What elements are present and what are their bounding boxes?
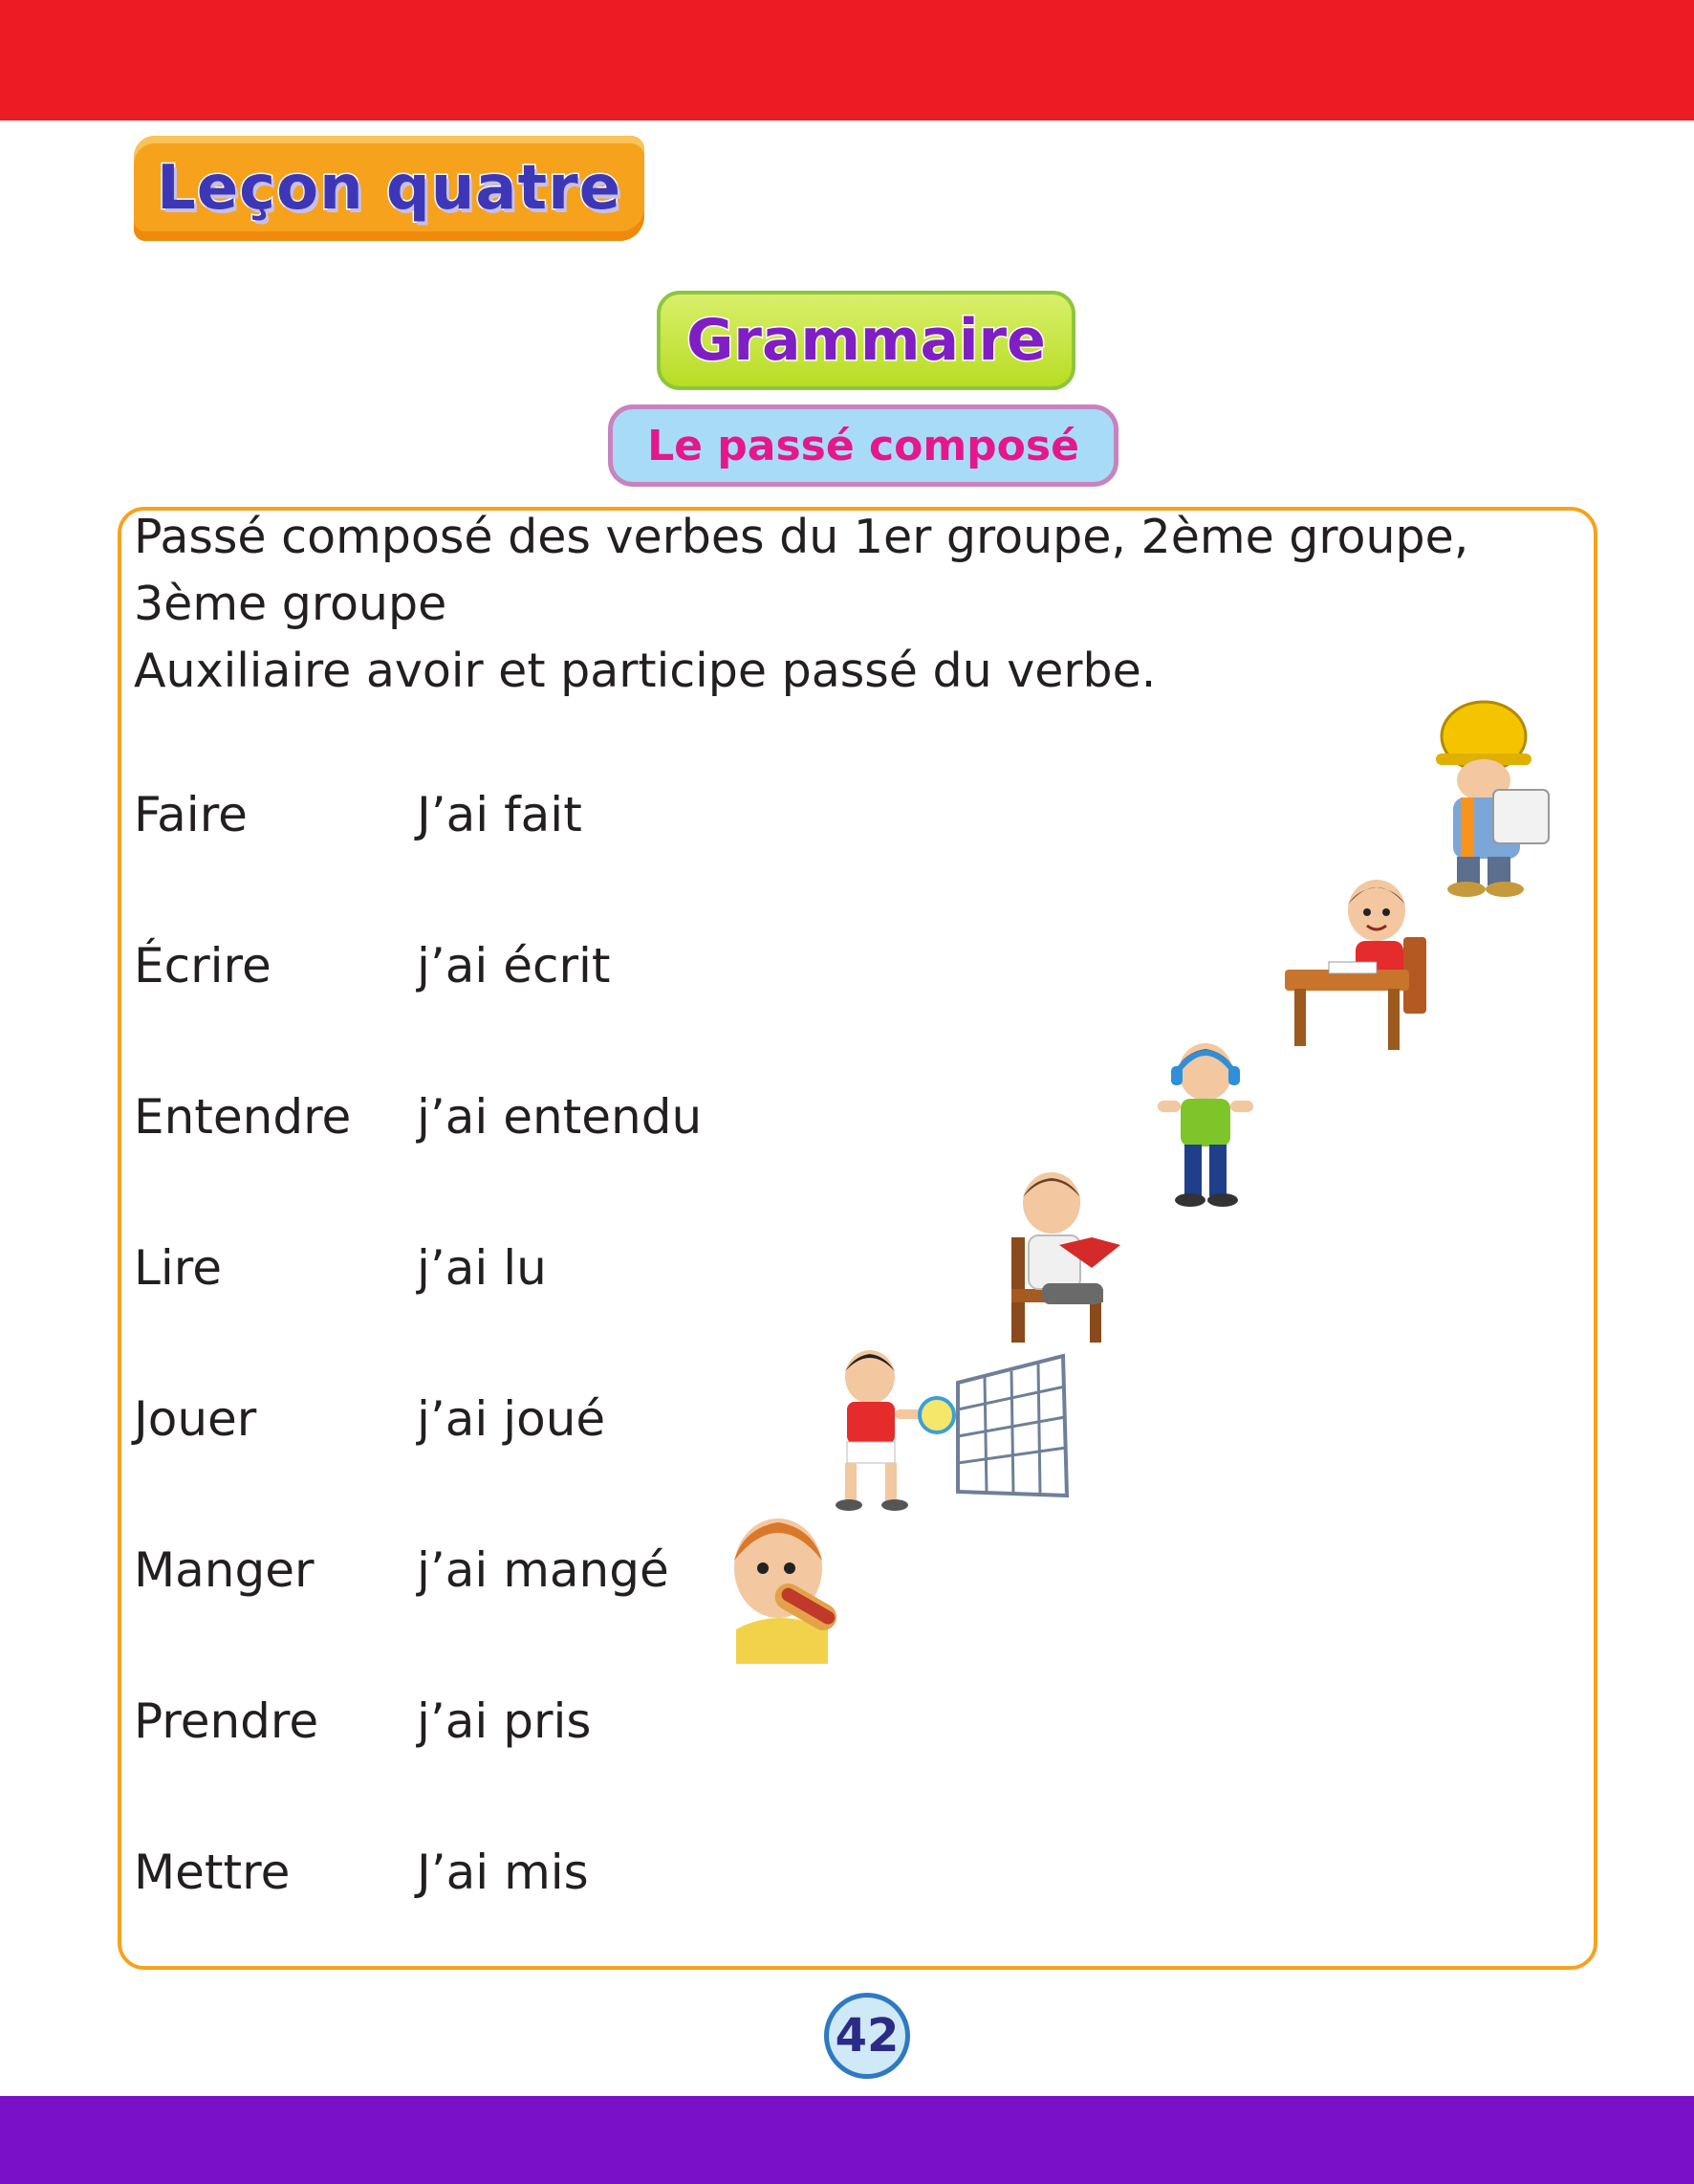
bottom-color-band <box>0 2096 1694 2184</box>
subtopic-title: Le passé composé <box>647 421 1079 470</box>
passe-compose-form: j’ai écrit <box>417 938 611 994</box>
intro-text <box>134 504 1577 705</box>
infinitive: Lire <box>134 1240 222 1296</box>
infinitive: Jouer <box>134 1391 257 1447</box>
section-badge <box>657 291 1075 390</box>
page-number: 42 <box>824 1993 910 2079</box>
passe-compose-form: j’ai pris <box>417 1693 592 1749</box>
passe-compose-form: J’ai mis <box>417 1845 589 1900</box>
passe-compose-form: j’ai mangé <box>417 1542 669 1598</box>
lesson-title: Leçon quatre <box>156 153 622 224</box>
infinitive: Prendre <box>134 1693 319 1749</box>
boy-writing-at-desk-icon <box>1281 870 1434 1058</box>
content-frame <box>118 507 1597 1970</box>
passe-compose-form: J’ai fait <box>417 787 582 842</box>
infinitive: Manger <box>134 1542 315 1598</box>
boy-eating-hotdog-icon <box>723 1511 847 1668</box>
passe-compose-form: j’ai joué <box>417 1391 606 1447</box>
boy-reading-book-icon <box>1004 1165 1128 1348</box>
intro-line: Passé composé des verbes du 1er groupe, 2ème groupe, <box>134 510 1469 564</box>
intro-line: Auxiliaire avoir et participe passé du verbe. <box>134 644 1157 698</box>
subtopic-pill <box>608 404 1118 487</box>
boy-playing-volleyball-icon <box>824 1348 1073 1517</box>
section-title: Grammaire <box>686 307 1046 374</box>
infinitive: Faire <box>134 787 248 842</box>
infinitive: Mettre <box>134 1845 291 1900</box>
boy-with-headphones-icon <box>1152 1037 1259 1210</box>
infinitive: Écrire <box>134 938 271 994</box>
top-color-band <box>0 0 1694 120</box>
passe-compose-form: j’ai entendu <box>417 1089 703 1145</box>
intro-line: 3ème groupe <box>134 577 447 631</box>
passe-compose-form: j’ai lu <box>417 1240 547 1296</box>
lesson-banner <box>134 136 644 241</box>
infinitive: Entendre <box>134 1089 352 1145</box>
builder-with-plan-icon <box>1424 698 1554 899</box>
